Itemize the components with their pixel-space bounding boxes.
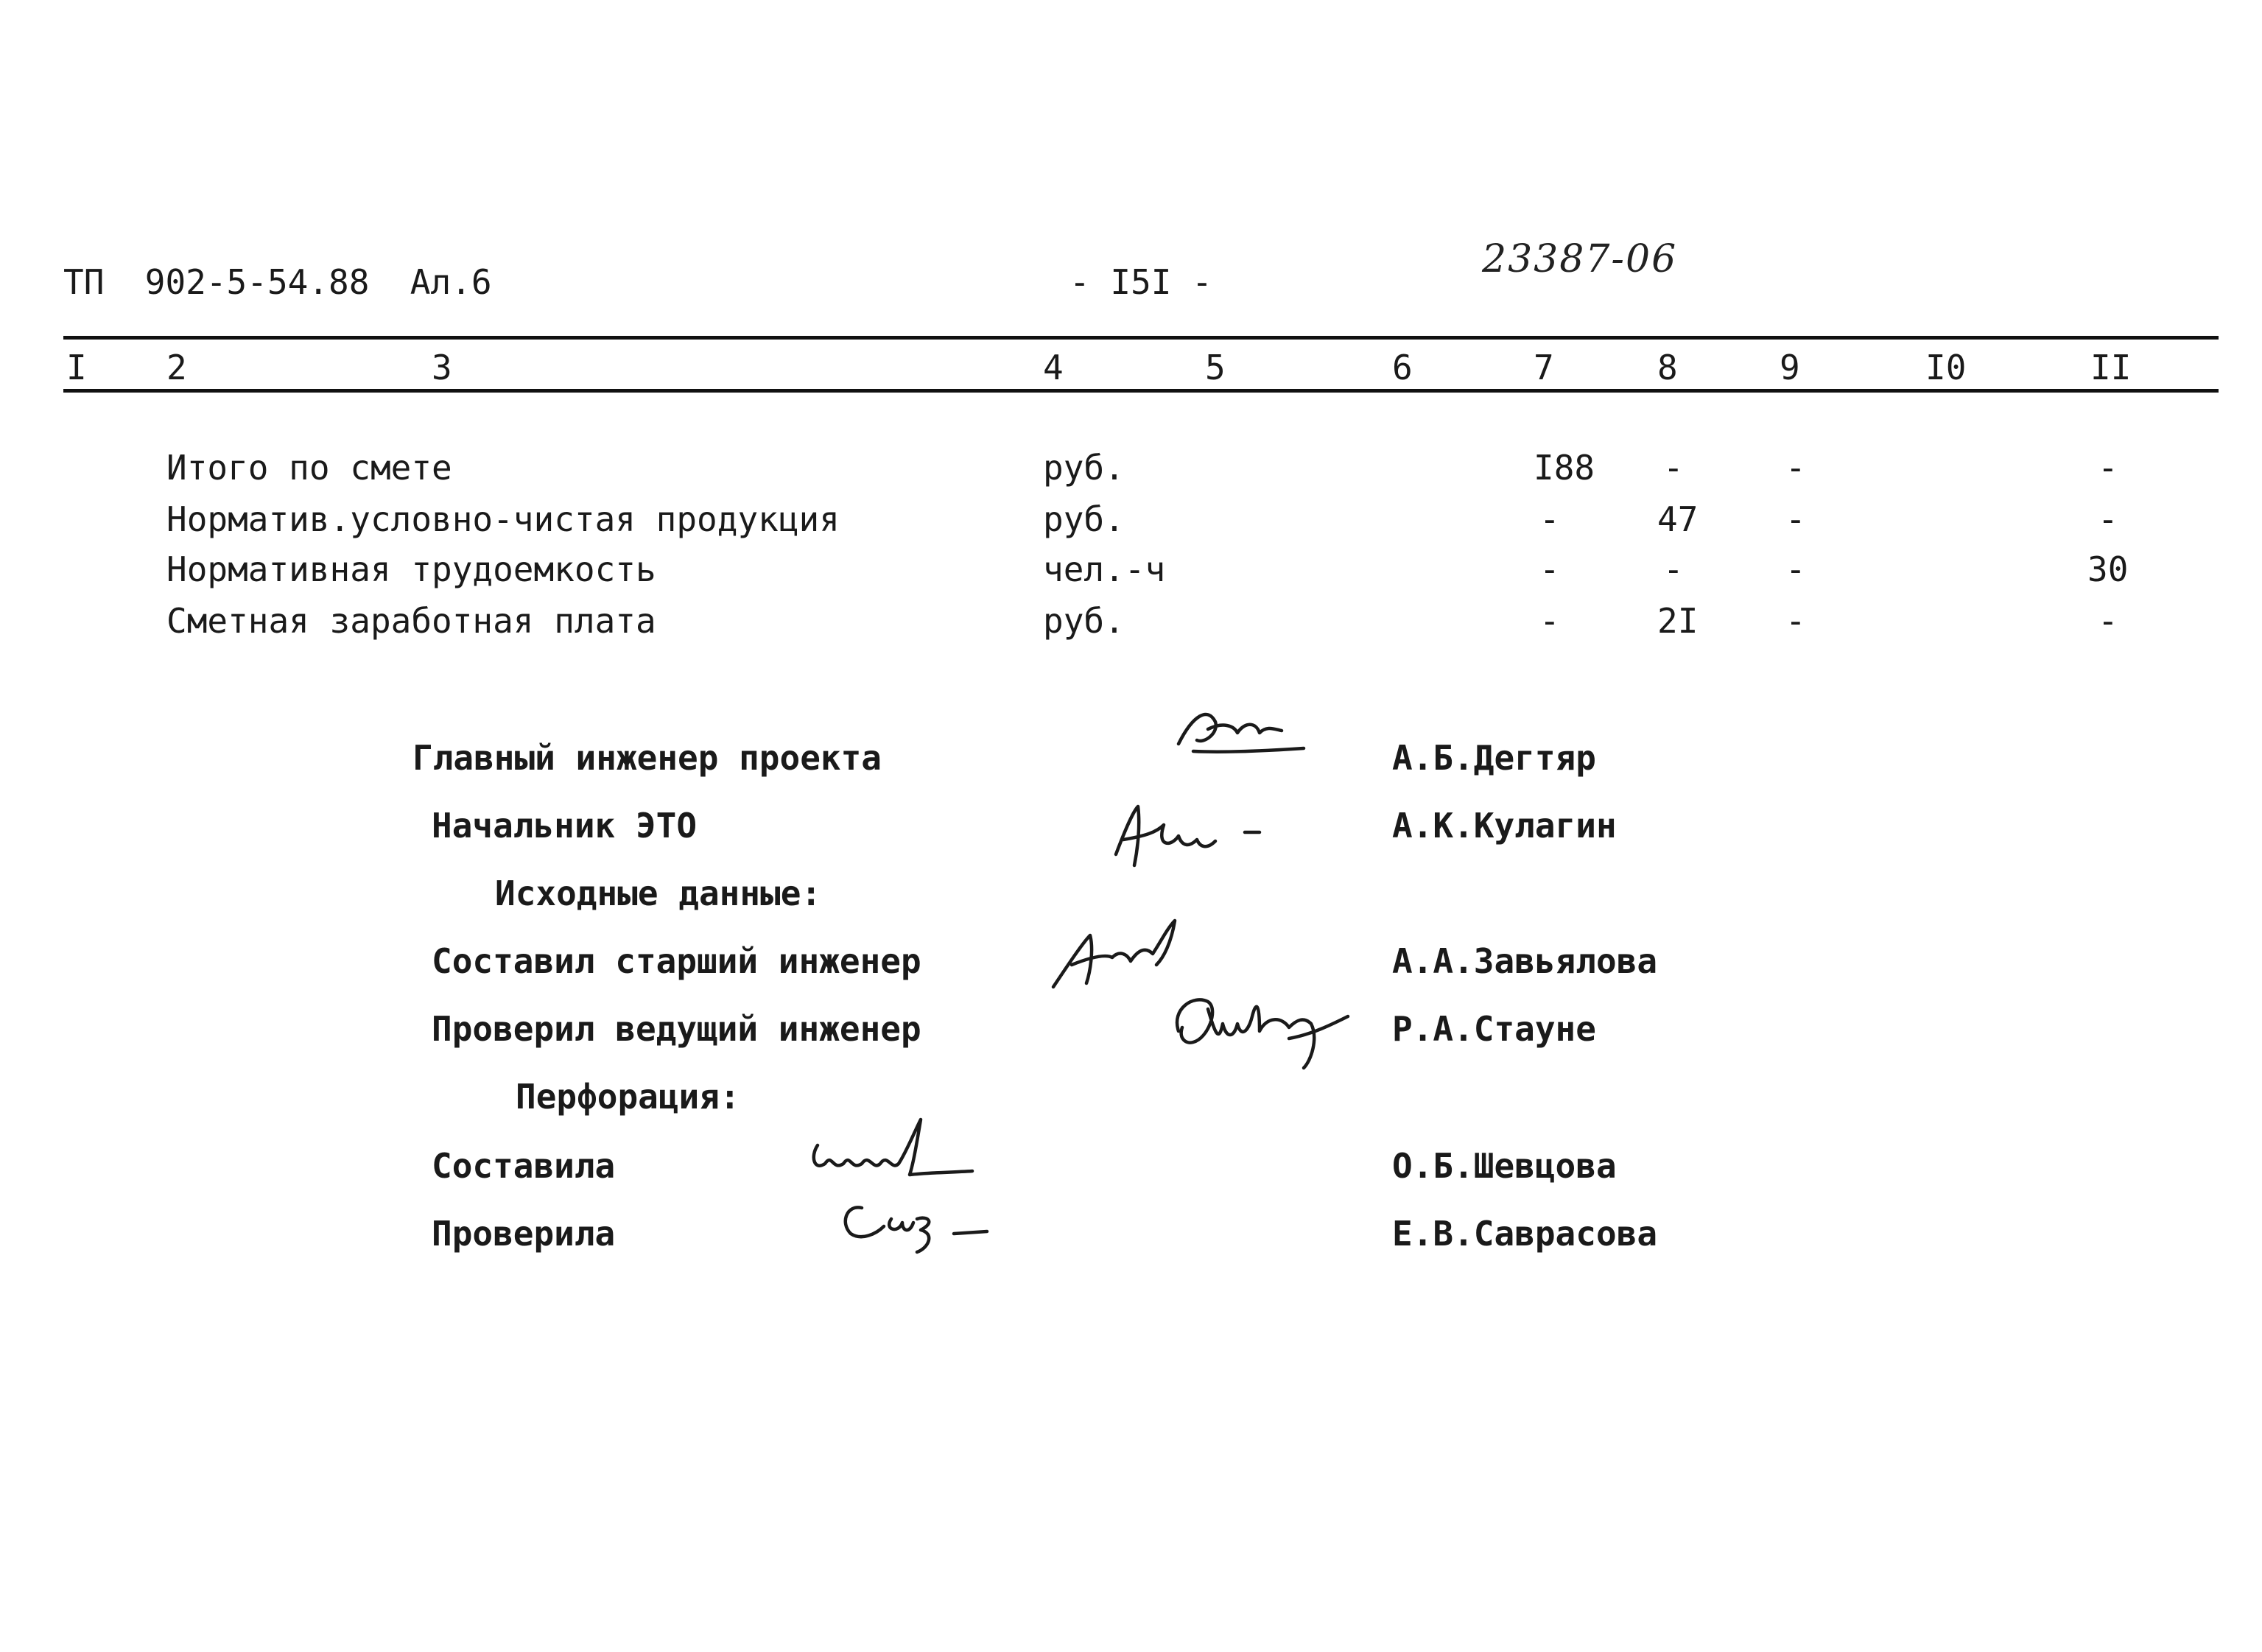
signature-compiled-f <box>803 1112 987 1186</box>
role-compiled-f: Составила <box>432 1146 616 1186</box>
name-compiled-senior: А.А.Завьялова <box>1392 941 1658 981</box>
cell-col7: - <box>1539 601 1560 641</box>
table-bottom-rule <box>63 389 2219 393</box>
cell-col11: - <box>2098 499 2118 539</box>
cell-col8: - <box>1663 448 1684 488</box>
column-number: 7 <box>1534 348 1554 387</box>
column-number: I <box>66 348 87 387</box>
cell-col9: - <box>1785 601 1806 641</box>
name-checked-f: Е.В.Саврасова <box>1392 1214 1658 1254</box>
name-checked-lead: Р.А.Стауне <box>1392 1009 1596 1049</box>
column-number: 8 <box>1657 348 1678 387</box>
signature-head-eto <box>1105 795 1274 876</box>
handwritten-number: 23387-06 <box>1482 237 1678 281</box>
row-label: Норматив.условно-чистая продукция <box>166 499 840 539</box>
row-unit: руб. <box>1043 448 1125 488</box>
name-head-eto: А.К.Кулагин <box>1392 806 1617 846</box>
page-number: - I5I - <box>1069 262 1212 302</box>
column-number: 4 <box>1043 348 1064 387</box>
cell-col11: - <box>2098 448 2118 488</box>
column-number: 9 <box>1780 348 1800 387</box>
column-number: I0 <box>1925 348 1967 387</box>
role-compiled-senior: Составил старший инженер <box>432 941 921 981</box>
name-compiled-f: О.Б.Шевцова <box>1392 1146 1617 1186</box>
source-data-heading: Исходные данные: <box>495 874 822 913</box>
row-label: Сметная заработная плата <box>166 601 656 641</box>
cell-col9: - <box>1785 448 1806 488</box>
column-number: 5 <box>1205 348 1226 387</box>
row-unit: чел.-ч <box>1043 549 1166 589</box>
signature-chief-engineer <box>1164 700 1311 766</box>
cell-col8: - <box>1663 549 1684 589</box>
role-head-eto: Начальник ЭТО <box>432 806 698 846</box>
row-unit: руб. <box>1043 601 1125 641</box>
doc-code: ТП 902-5-54.88 Ал.6 <box>63 262 492 302</box>
cell-col9: - <box>1785 499 1806 539</box>
row-label: Итого по смете <box>166 448 452 488</box>
row-label: Нормативная трудоемкость <box>166 549 656 589</box>
row-unit: руб. <box>1043 499 1125 539</box>
perforation-heading: Перфорация: <box>516 1077 740 1117</box>
column-number: 3 <box>432 348 452 387</box>
signature-checked-f <box>832 1186 1024 1259</box>
column-number: 2 <box>166 348 187 387</box>
role-checked-f: Проверила <box>432 1214 616 1254</box>
role-checked-lead: Проверил ведущий инженер <box>432 1009 921 1049</box>
cell-col8: 2I <box>1657 601 1699 641</box>
name-chief-engineer: А.Б.Дегтяр <box>1392 738 1596 778</box>
signature-checked-lead <box>1164 980 1370 1083</box>
cell-col11: - <box>2098 601 2118 641</box>
table-top-rule <box>63 336 2219 340</box>
cell-col7: - <box>1539 549 1560 589</box>
cell-col11: 30 <box>2087 549 2129 589</box>
cell-col7: I88 <box>1534 448 1595 488</box>
cell-col8: 47 <box>1657 499 1699 539</box>
role-chief-engineer: Главный инженер проекта <box>412 738 882 778</box>
cell-col7: - <box>1539 499 1560 539</box>
column-number: 6 <box>1392 348 1413 387</box>
column-number: II <box>2090 348 2132 387</box>
cell-col9: - <box>1785 549 1806 589</box>
